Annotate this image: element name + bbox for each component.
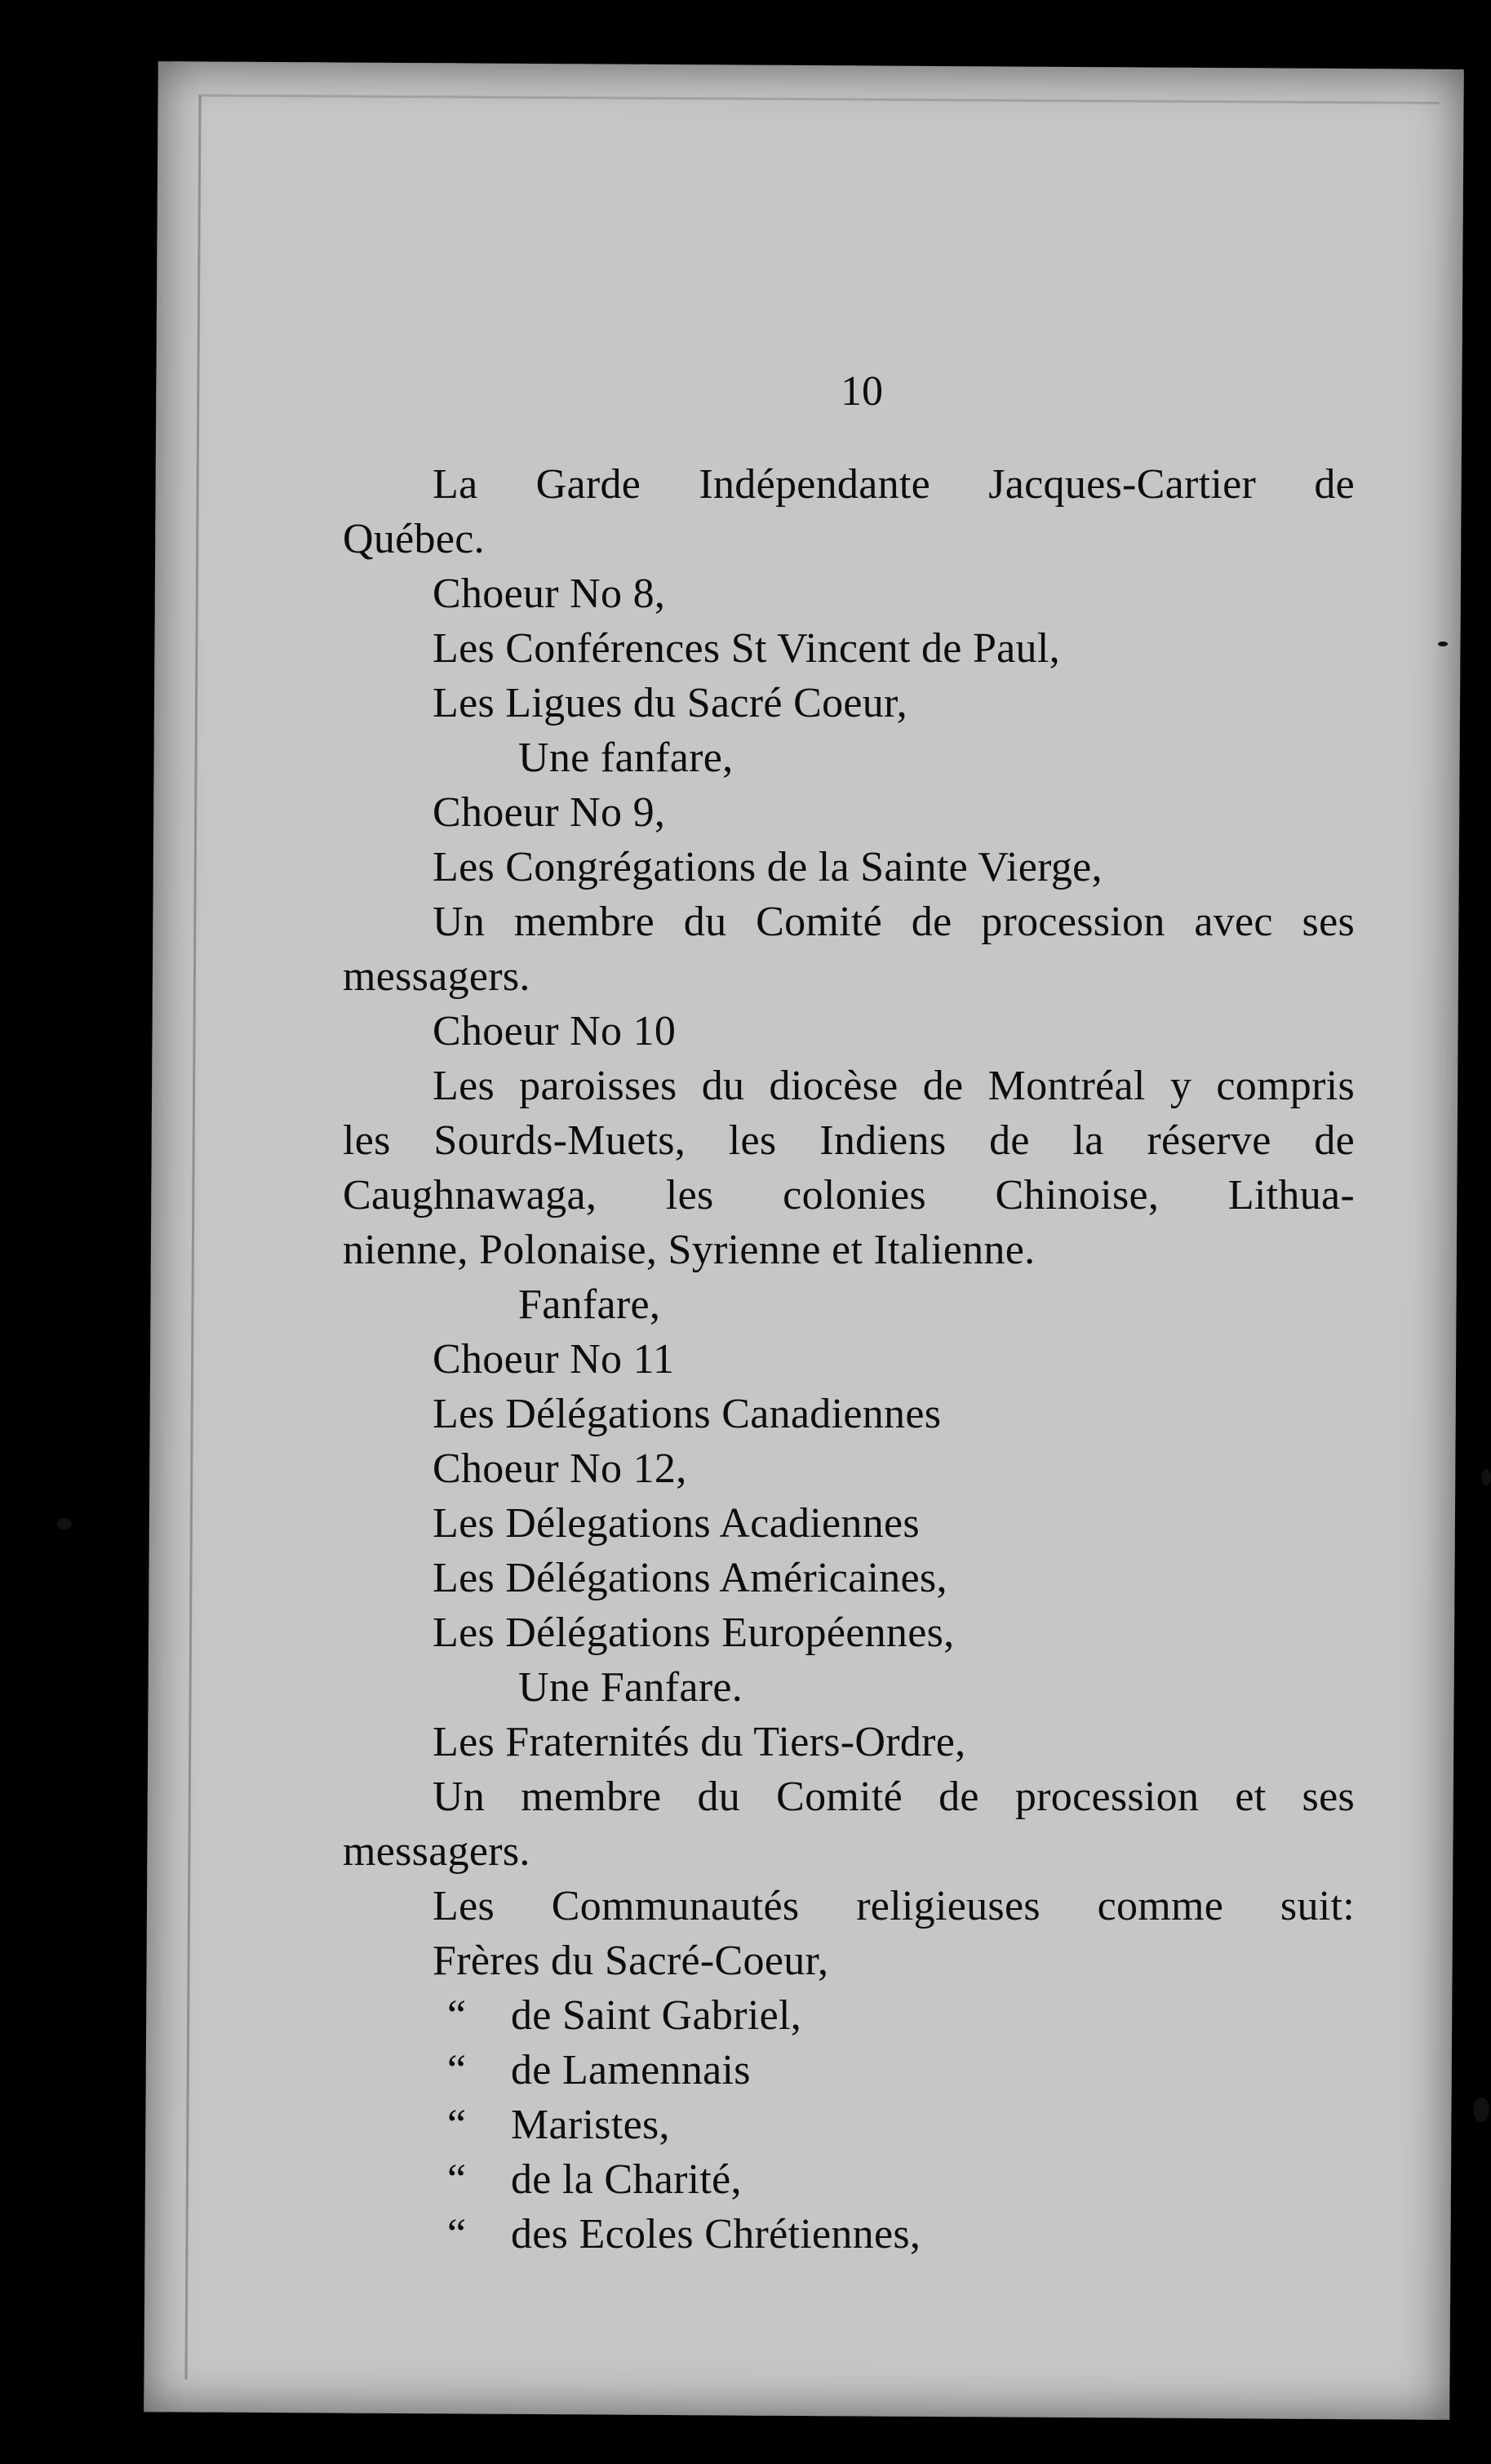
ditto-line xyxy=(343,2152,1355,2207)
ditto-line xyxy=(343,2207,1355,2262)
ditto-list xyxy=(343,1988,1355,2262)
text-line: Les paroisses du diocèse de Montréal y compris xyxy=(433,1063,1355,1109)
text-line: Québec. xyxy=(343,516,485,562)
text-line: Les Délegations Acadiennes xyxy=(433,1500,920,1547)
text-line: Les Communautés religieuses comme suit: xyxy=(433,1883,1355,1929)
scan-speck xyxy=(1438,642,1448,646)
text-line: Fanfare, xyxy=(518,1281,661,1328)
text-line: Les Fraternités du Tiers-Ordre, xyxy=(433,1719,966,1765)
ditto-line xyxy=(343,1988,1355,2043)
text-line: Les Délégations Européennes, xyxy=(433,1609,955,1656)
ditto-line-text: de la Charité, xyxy=(511,2156,742,2203)
text-line: Caughnawaga, les colonies Chinoise, Lithua- xyxy=(343,1172,1355,1219)
ditto-line xyxy=(343,2098,1355,2152)
text-line: Les Ligues du Sacré Coeur, xyxy=(433,680,907,726)
text-line: La Garde Indépendante Jacques-Cartier de xyxy=(433,461,1355,508)
ditto-line xyxy=(343,2043,1355,2098)
scan-speck xyxy=(1481,1469,1491,1485)
text-line: Une Fanfare. xyxy=(518,1664,743,1711)
text-line: Frères du Sacré-Coeur, xyxy=(433,1938,829,1984)
text-lines xyxy=(343,457,1355,1988)
page-number: 10 xyxy=(841,368,883,415)
text-line: Un membre du Comité de procession et ses xyxy=(433,1774,1355,1820)
text-line: Les Délégations Canadiennes xyxy=(433,1391,942,1437)
scan-speck xyxy=(1473,2098,1489,2122)
ditto-mark: “ xyxy=(447,2102,467,2148)
text-line: Une fanfare, xyxy=(518,735,734,781)
ditto-mark: “ xyxy=(447,1992,467,2039)
ditto-line-text: de Saint Gabriel, xyxy=(511,1992,801,2039)
ditto-mark: “ xyxy=(447,2047,467,2093)
text-line: nienne, Polonaise, Syrienne et Italienne. xyxy=(343,1227,1036,1273)
text-line: Choeur No 12, xyxy=(433,1445,687,1492)
text-line: Les Délégations Américaines, xyxy=(433,1555,947,1601)
text-line: Choeur No 11 xyxy=(433,1336,675,1383)
text-line: les Sourds-Muets, les Indiens de la réserve de xyxy=(343,1117,1355,1164)
text-line: Les Conférences St Vincent de Paul, xyxy=(433,625,1060,672)
text-line: Un membre du Comité de procession avec ses xyxy=(433,899,1355,945)
ditto-mark: “ xyxy=(447,2211,467,2258)
ditto-line-text: de Lamennais xyxy=(511,2047,751,2093)
scan-speck xyxy=(57,1518,72,1529)
text-line: Choeur No 8, xyxy=(433,570,666,617)
procession-list xyxy=(343,457,1355,2262)
text-line: Les Congrégations de la Sainte Vierge, xyxy=(433,844,1103,890)
ditto-line-text: Maristes, xyxy=(511,2102,670,2148)
text-line: Choeur No 10 xyxy=(433,1008,677,1054)
ditto-line-text: des Ecoles Chrétiennes, xyxy=(511,2211,921,2258)
text-line: messagers. xyxy=(343,953,530,1000)
ditto-mark: “ xyxy=(447,2156,467,2203)
text-line: Choeur No 9, xyxy=(433,789,666,836)
text-line: messagers. xyxy=(343,1828,530,1875)
